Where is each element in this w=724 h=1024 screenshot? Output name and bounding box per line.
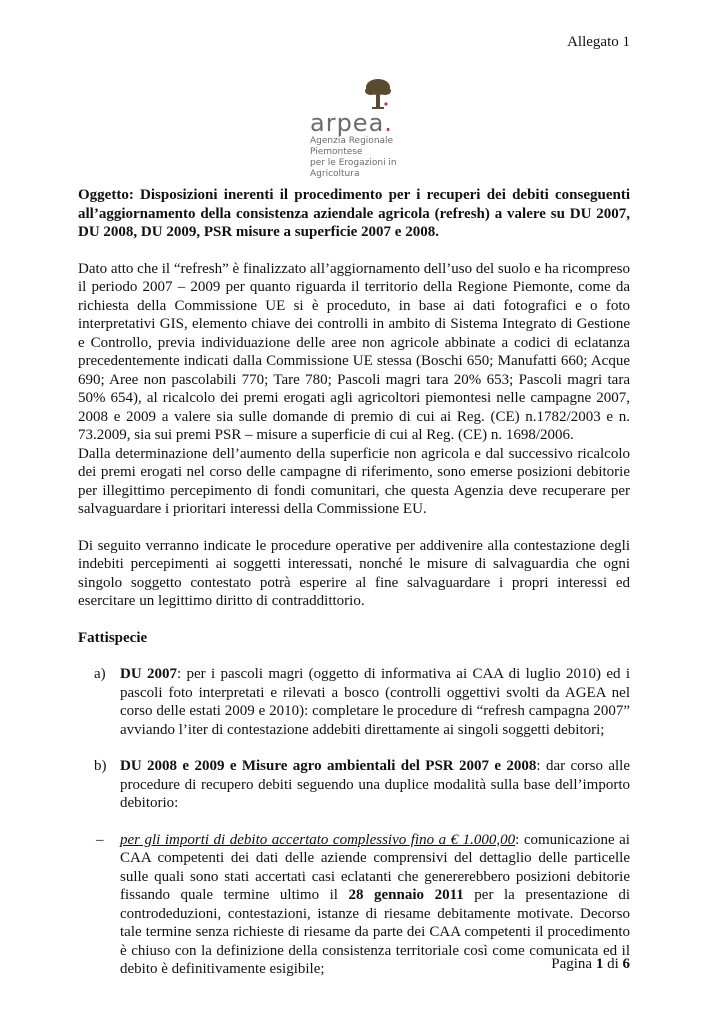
subject-paragraph: Oggetto: Disposizioni inerenti il procedimento per i recuperi dei debiti conseguenti all’aggiornamento della consistenza aziendale agricola (refresh) a valere su DU 2007, DU 2008, DU 2009, PSR misure a superficie 2007 e 2008. (78, 187, 630, 240)
list-item-b: b) DU 2008 e 2009 e Misure agro ambientali del PSR 2007 e 2008: dar corso alle procedure di recupero debiti seguendo una duplice modalità sulla base dell’importo debitorio: (94, 758, 630, 811)
logo-wordmark: arpea. (310, 109, 393, 137)
paragraph-debt-determination: Dalla determinazione dell’aumento della superficie non agricola e dal successivo ricalcolo dei premi erogati nel corso delle campagne di riferimento, sono emerse posizioni debitorie per illegittimo percepimento di fondi comunitari, che questa Agenzia deve recuperare per salvaguardare i prioritari interessi della Commissione EU. (78, 445, 630, 517)
list-marker: a) (94, 666, 106, 682)
list-item-a: a) DU 2007: per i pascoli magri (oggetto di informativa ai CAA di luglio 2010) ed i pascoli foto interpretati e rilevati a bosco (controlli oggettivi svolti da AGEA nel corso delle estati 2009 e 2010): completare le procedure di “refresh campagna 2007” avviando l’iter di contestazione addebiti direttamente ai singoli soggetti debitori; (94, 666, 630, 738)
tree-icon (363, 78, 393, 112)
page-footer: Pagina 1 di 6 (551, 956, 630, 972)
current-page-number: 1 (595, 956, 604, 972)
list-marker: – (96, 831, 104, 848)
logo-subtitle-line2: per le Erogazioni in Agricoltura (310, 158, 397, 179)
section-heading: Fattispecie (78, 629, 148, 646)
arpea-logo (308, 78, 448, 180)
total-pages: 6 (622, 956, 630, 972)
document-body (78, 186, 630, 979)
list-item-dash: – per gli importi di debito accertato complessivo fino a € 1.000,00: comunicazione ai CAA competenti dei dati delle aziende comprensivi del dettaglio delle particelle sulle quali sono stati accertati casi eclatanti che genererebbero posizioni debitorie fissando quale termine ultimo il 28 gennaio 2011 per la presentazione di controdeduzioni, contestazioni, istanze di riesame debitamente motivate. Decorso tale termine senza richieste di riesame da parte dei CAA competenti il procedimento è chiuso con la definizione della consistenza territoriale così come comunicata ed il debito è definitivamente esigibile; (96, 831, 630, 977)
attachment-label: Allegato 1 (567, 34, 630, 50)
list-marker: b) (94, 758, 107, 774)
paragraph-procedures: Di seguito verranno indicate le procedure operative per addivenire alla contestazione degli indebiti percepimenti ai soggetti interessati, nonché le misure di salvaguardia che ogni singolo soggetto contestato potrà esperire al fine salvaguardare i propri interessi ed esercitare un legittimo diritto di contraddittorio. (78, 537, 630, 609)
paragraph-refresh: Dato atto che il “refresh” è finalizzato all’aggiornamento dell’uso del suolo e ha ricompreso il periodo 2007 – 2009 per quanto riguarda il territorio della Regione Piemonte, come da richiesta della Commissione UE si è proceduto, in base ai dati fotografici e o foto interpretativi GIS, elemento chiave dei controlli in ambito di Sistema Integrato di Gestione e Controllo, previa individuazione delle aree non agricole abbinate a codici di eclatanza precedentemente indicati dalla Commissione UE stessa (Boschi 650; Manufatti 660; Acque 690; Aree non pascolabili 770; Tare 780; Pascoli magri tara 20% 653; Pascoli magri tara 50% 654), al ricalcolo dei premi erogati agli agricoltori piemontesi nelle campagne 2007, 2008 e 2009 a valere sia sulle domande di premio di cui ai Reg. (CE) n.1782/2003 e n. 73.2009, sia sui premi PSR – misure a superficie di cui al Reg. (CE) n. 1698/2006. (78, 260, 630, 443)
logo-subtitle-line1: Agenzia Regionale Piemontese (310, 136, 394, 157)
